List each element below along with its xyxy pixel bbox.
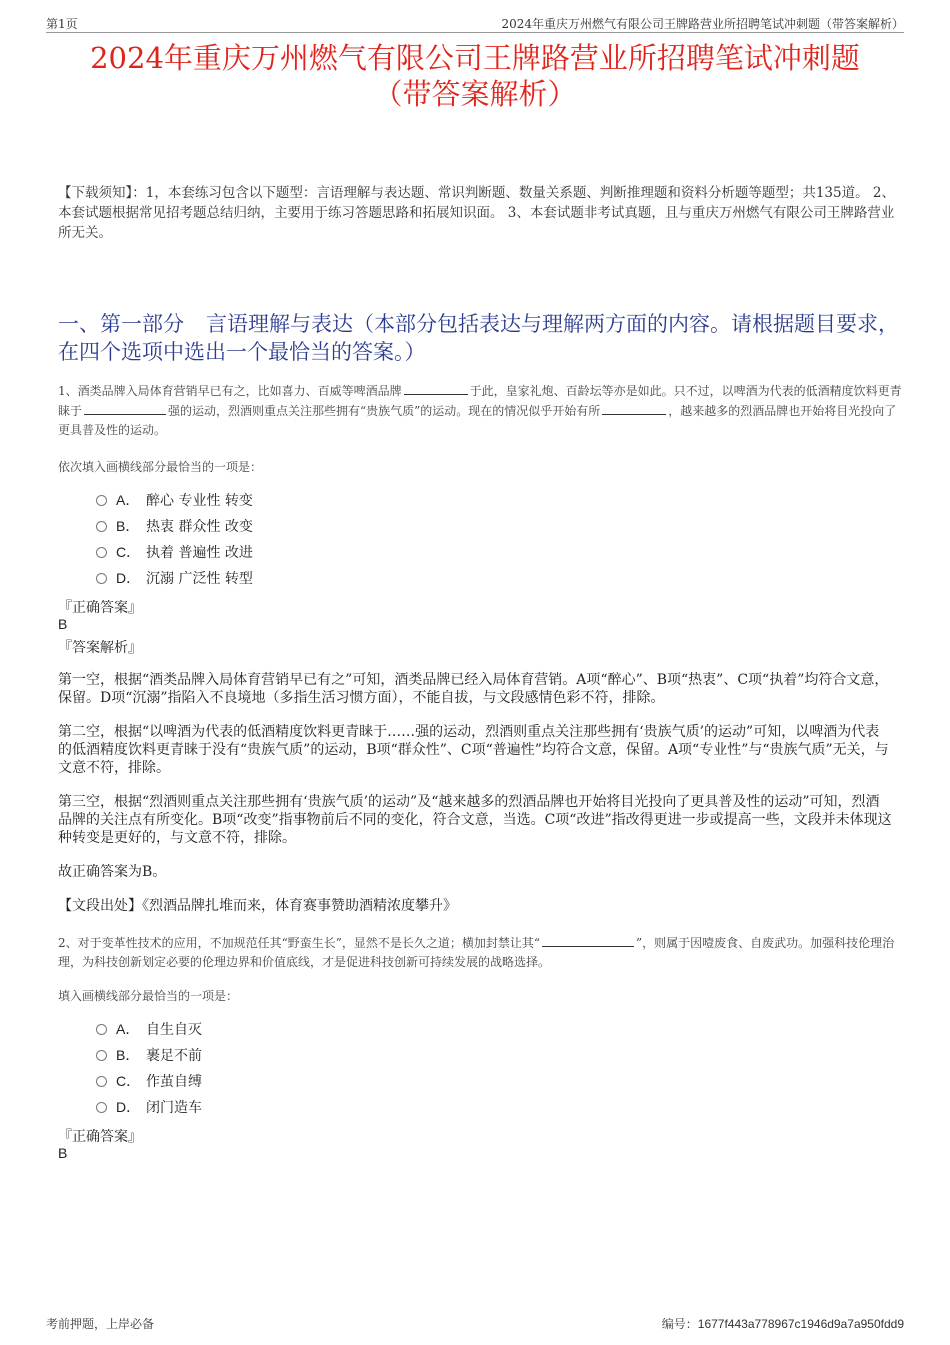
analysis-paragraph-1: 第一空，根据“酒类品牌入局体育营销早已有之”可知，酒类品牌已经入局体育营销。A项“醉心”、B项“热衷”、C项“执着”均符合文意，保留。D项“沉溺”指陷入不良境地（多指生活习惯方面），不能自拔，与文段感情色彩不符，排除。 [58,672,889,706]
radio-icon[interactable] [96,1050,107,1061]
radio-icon[interactable] [96,1076,107,1087]
radio-icon[interactable] [96,547,107,558]
option-b[interactable]: B． 裹足不前 [96,1045,202,1071]
analysis-conclusion: 故正确答案为B。 [58,864,167,880]
answer-blank [84,401,166,415]
stem-text: 强的运动，烈酒则重点关注那些拥有“贵族气质”的运动。现在的情况似乎开始有所 [168,404,601,418]
answer-blank [542,933,634,947]
question-1-instruction: 依次填入画横线部分最恰当的一项是： [58,460,263,474]
radio-icon[interactable] [96,1102,107,1113]
section-description: 言语理解与表达（本部分包括表达与理解两方面的内容。请根据题目要求，在四个选项中选出一个最恰当的答案。） [58,312,899,364]
question-2-stem [58,933,902,972]
analysis-paragraph-3: 第三空，根据“烈酒则重点关注那些拥有‘贵族气质’的运动”及“越来越多的烈酒品牌也开始将目光投向了更具普及性的运动”可知，烈酒品牌的关注点有所变化。B项“改变”指事物前后不同的变化，符合文意，当选。C项“改进”指改得更进一步或提高一些，文段并未体现这种转变是更好的，与文意不符，排除。 [58,794,892,846]
title-line-1: 2024年重庆万州燃气有限公司王牌路营业所招聘笔试冲刺题 [90,41,860,75]
correct-answer-value: B [58,616,68,632]
answer-blank [404,381,468,395]
page-number: 第1页 [46,17,78,31]
correct-answer-label: 『正确答案』 [58,1129,142,1145]
option-c[interactable]: C． 执着 普遍性 改进 [96,542,253,568]
option-a[interactable]: A． 醉心 专业性 转变 [96,490,253,516]
header-doc-title: 2024年重庆万州燃气有限公司王牌路营业所招聘笔试冲刺题（带答案解析） [501,17,904,31]
radio-icon[interactable] [96,521,107,532]
radio-icon[interactable] [96,495,107,506]
radio-icon[interactable] [96,573,107,584]
title-line-2: （带答案解析） [373,77,577,111]
option-a[interactable]: A． 自生自灭 [96,1019,202,1045]
stem-text: 2、对于变革性技术的应用，不加规范任其“野蛮生长”，显然不是长久之道；横加封禁让其“ [58,936,541,950]
section-number: 一、第一部分 [58,312,184,336]
question-1-options [96,490,253,594]
option-d[interactable]: D． 闭门造车 [96,1097,202,1123]
correct-answer-label: 『正确答案』 [58,600,142,616]
answer-blank [602,401,666,415]
stem-text: ”，则属于因噎废食、自废武功。加强科技伦理治理，为科技创新划定必要的伦理边界和价值底线，才是促进科技创新可持续发展的战略选择。 [58,936,895,969]
download-notice: 【下载须知】：1，本套练习包含以下题型：言语理解与表达题、常识判断题、数量关系题、判断推理题和资料分析题等题型；共135道。 2、本套试题根据常见招考题总结归纳，主要用于练习答题思路和拓展知识面。 3、本套试题非考试真题，且与重庆万州燃气有限公司王牌路营业所无关。 [58,185,895,241]
section-heading [58,310,902,366]
option-b[interactable]: B． 热衷 群众性 改变 [96,516,253,542]
page-header [46,14,904,33]
correct-answer-value: B [58,1145,68,1161]
footer-slogan: 考前押题，上岸必备 [46,1317,155,1331]
question-1-stem [58,381,902,440]
question-2-options [96,1019,202,1123]
passage-source: 【文段出处】《烈酒品牌扎堆而来，体育赛事赞助酒精浓度攀升》 [58,898,457,914]
option-d[interactable]: D． 沉溺 广泛性 转型 [96,568,253,594]
footer-doc-id: 编号：1677f443a778967c1946d9a7a950fdd9 [661,1317,904,1331]
radio-icon[interactable] [96,1024,107,1035]
stem-text: 于此，皇家礼炮、百龄坛等亦是如此。只不过，以啤酒为代表的低酒精度饮料更青睐于 [58,384,902,418]
analysis-label: 『答案解析』 [58,640,142,656]
page-title [40,40,910,112]
stem-text: 1、酒类品牌入局体育营销早已有之，比如喜力、百威等啤酒品牌 [58,384,402,398]
analysis-paragraph-2: 第二空，根据“以啤酒为代表的低酒精度饮料更青睐于……强的运动，烈酒则重点关注那些拥有‘贵族气质’的运动”可知，以啤酒为代表的低酒精度饮料更青睐于没有“贵族气质”的运动，B项“群众性”、C项“普遍性”均符合文意，保留。A项“专业性”与“贵族气质”无关，与文意不符，排除。 [58,724,889,776]
stem-text: ，越来越多的烈酒品牌也开始将目光投向了更具普及性的运动。 [58,404,897,437]
option-c[interactable]: C． 作茧自缚 [96,1071,202,1097]
question-2-instruction: 填入画横线部分最恰当的一项是： [58,989,239,1003]
